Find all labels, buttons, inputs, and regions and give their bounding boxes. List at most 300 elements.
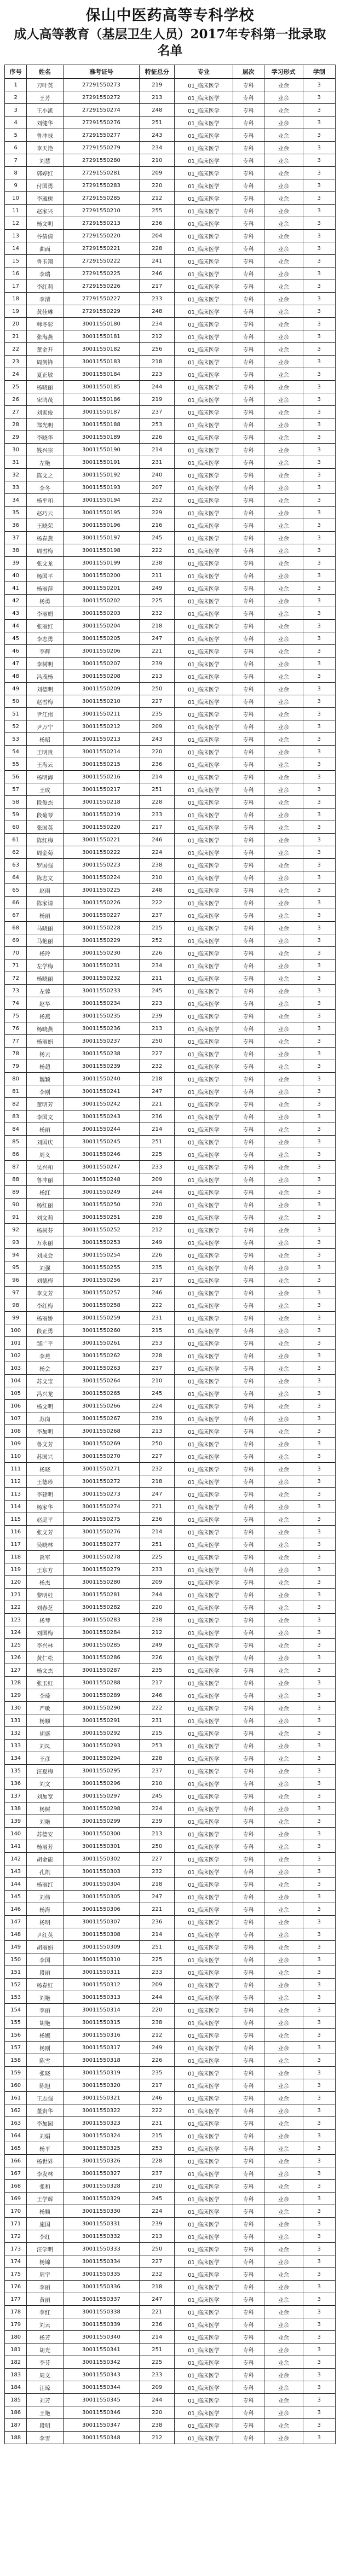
cell-name: 黎明桂 [27, 1589, 63, 1601]
cell-major: 01_临床医学 [175, 897, 233, 909]
cell-major: 01_临床医学 [175, 1161, 233, 1173]
cell-level: 专科 [233, 1312, 264, 1324]
cell-level: 专科 [233, 532, 264, 544]
cell-level: 专科 [233, 1488, 264, 1501]
cell-serial: 32 [5, 469, 27, 481]
cell-serial: 6 [5, 142, 27, 154]
cell-exam-number: 30011550180 [63, 318, 140, 330]
cell-exam-number: 30011550188 [63, 418, 140, 431]
cell-level: 专科 [233, 2406, 264, 2419]
cell-exam-number: 30011550333 [63, 2243, 140, 2255]
cell-duration: 3 [303, 2381, 335, 2394]
cell-level: 专科 [233, 1387, 264, 1400]
cell-total-score: 220 [140, 746, 175, 758]
cell-exam-number: 30011550301 [63, 1840, 140, 1853]
cell-exam-number: 30011550282 [63, 1601, 140, 1614]
cell-duration: 3 [303, 1224, 335, 1236]
cell-total-score: 233 [140, 293, 175, 305]
cell-name: 李红梅 [27, 1299, 63, 1312]
cell-serial: 40 [5, 569, 27, 582]
cell-level: 专科 [233, 1337, 264, 1350]
cell-major: 01_临床医学 [175, 406, 233, 418]
cell-total-score: 213 [140, 2230, 175, 2243]
cell-name: 刘云 [27, 2318, 63, 2331]
table-row [5, 1689, 336, 1702]
cell-duration: 3 [303, 607, 335, 620]
cell-total-score: 225 [140, 2356, 175, 2369]
table-row [5, 1387, 336, 1400]
cell-name: 李红莉 [27, 280, 63, 293]
cell-level: 专科 [233, 1526, 264, 1538]
cell-serial: 156 [5, 2029, 27, 2042]
cell-name: 张晓 [27, 2067, 63, 2079]
cell-study-mode: 业余 [264, 1186, 303, 1199]
cell-level: 专科 [233, 632, 264, 645]
cell-study-mode: 业余 [264, 393, 303, 406]
cell-major: 01_临床医学 [175, 909, 233, 922]
cell-level: 专科 [233, 2218, 264, 2230]
cell-level: 专科 [233, 2004, 264, 2016]
cell-total-score: 227 [140, 1450, 175, 1463]
cell-name: 王晓荣 [27, 519, 63, 532]
cell-total-score: 252 [140, 494, 175, 507]
cell-major: 01_临床医学 [175, 2155, 233, 2167]
cell-exam-number: 30011550346 [63, 2406, 140, 2419]
cell-duration: 3 [303, 1199, 335, 1211]
cell-duration: 3 [303, 720, 335, 733]
cell-major: 01_临床医学 [175, 293, 233, 305]
cell-exam-number: 30011550191 [63, 456, 140, 469]
cell-total-score: 233 [140, 809, 175, 821]
cell-exam-number: 30011550242 [63, 1098, 140, 1110]
cell-study-mode: 业余 [264, 293, 303, 305]
table-row [5, 1777, 336, 1790]
cell-duration: 3 [303, 1601, 335, 1614]
cell-level: 专科 [233, 2318, 264, 2331]
table-row [5, 456, 336, 469]
cell-study-mode: 业余 [264, 746, 303, 758]
cell-name: 李清 [27, 293, 63, 305]
table-row [5, 720, 336, 733]
cell-level: 专科 [233, 1865, 264, 1878]
cell-total-score: 246 [140, 1287, 175, 1299]
cell-exam-number: 30011550288 [63, 1677, 140, 1689]
cell-duration: 3 [303, 1136, 335, 1148]
cell-level: 专科 [233, 1551, 264, 1563]
cell-name: 杨云 [27, 1048, 63, 1060]
cell-total-score: 221 [140, 1903, 175, 1916]
cell-study-mode: 业余 [264, 1501, 303, 1513]
cell-serial: 177 [5, 2293, 27, 2306]
cell-major: 01_临床医学 [175, 1891, 233, 1903]
table-row [5, 1375, 336, 1387]
cell-study-mode: 业余 [264, 1538, 303, 1551]
cell-serial: 13 [5, 230, 27, 242]
cell-serial: 183 [5, 2369, 27, 2381]
cell-level: 专科 [233, 1626, 264, 1639]
cell-serial: 98 [5, 1299, 27, 1312]
cell-major: 01_临床医学 [175, 255, 233, 268]
cell-serial: 92 [5, 1224, 27, 1236]
cell-name: 王成 [27, 783, 63, 796]
cell-name: 杨国平 [27, 569, 63, 582]
cell-study-mode: 业余 [264, 2281, 303, 2293]
cell-name: 左艳 [27, 456, 63, 469]
cell-serial: 112 [5, 1475, 27, 1488]
table-row [5, 1287, 336, 1299]
cell-exam-number: 30011550195 [63, 507, 140, 519]
cell-serial: 46 [5, 645, 27, 658]
cell-exam-number: 30011550337 [63, 2293, 140, 2306]
cell-exam-number: 30011550184 [63, 368, 140, 381]
cell-major: 01_临床医学 [175, 771, 233, 783]
cell-major: 01_临床医学 [175, 2331, 233, 2344]
cell-total-score: 251 [140, 2344, 175, 2356]
table-row [5, 1022, 336, 1035]
cell-name: 段丽 [27, 1966, 63, 1979]
cell-duration: 3 [303, 1941, 335, 1953]
cell-level: 专科 [233, 557, 264, 569]
cell-study-mode: 业余 [264, 494, 303, 507]
cell-exam-number: 30011550302 [63, 1853, 140, 1865]
cell-study-mode: 业余 [264, 1928, 303, 1941]
cell-study-mode: 业余 [264, 1400, 303, 1412]
cell-total-score: 231 [140, 1714, 175, 1727]
cell-name: 王东方 [27, 1563, 63, 1576]
table-row [5, 1966, 336, 1979]
cell-level: 专科 [233, 733, 264, 746]
cell-duration: 3 [303, 1953, 335, 1966]
table-row [5, 2356, 336, 2369]
cell-major: 01_临床医学 [175, 1224, 233, 1236]
cell-total-score: 241 [140, 255, 175, 268]
cell-study-mode: 业余 [264, 871, 303, 884]
cell-level: 专科 [233, 481, 264, 494]
cell-major: 01_临床医学 [175, 418, 233, 431]
cell-total-score: 226 [140, 947, 175, 960]
cell-exam-number: 30011550239 [63, 1060, 140, 1073]
cell-total-score: 235 [140, 1261, 175, 1274]
cell-major: 01_临床医学 [175, 658, 233, 670]
table-row [5, 418, 336, 431]
table-row [5, 305, 336, 318]
cell-serial: 146 [5, 1903, 27, 1916]
cell-name: 施国 [27, 2218, 63, 2230]
cell-name: 左蓉 [27, 985, 63, 997]
cell-serial: 23 [5, 356, 27, 368]
cell-study-mode: 业余 [264, 1702, 303, 1714]
cell-major: 01_临床医学 [175, 695, 233, 708]
cell-exam-number: 27291550280 [63, 154, 140, 167]
cell-duration: 3 [303, 1173, 335, 1186]
cell-level: 专科 [233, 1161, 264, 1173]
cell-name: 鲁玉翔 [27, 255, 63, 268]
cell-major: 01_临床医学 [175, 1727, 233, 1740]
cell-serial: 61 [5, 834, 27, 846]
cell-name: 杨红丽 [27, 1199, 63, 1211]
cell-study-mode: 业余 [264, 2218, 303, 2230]
cell-level: 专科 [233, 1274, 264, 1287]
cell-major: 01_临床医学 [175, 1614, 233, 1626]
cell-exam-number: 30011550181 [63, 330, 140, 343]
cell-study-mode: 业余 [264, 1425, 303, 1438]
cell-total-score: 238 [140, 557, 175, 569]
cell-major: 01_临床医学 [175, 2230, 233, 2243]
cell-major: 01_临床医学 [175, 2344, 233, 2356]
table-row [5, 1853, 336, 1865]
cell-serial: 81 [5, 1085, 27, 1098]
cell-duration: 3 [303, 2180, 335, 2193]
table-row [5, 2016, 336, 2029]
cell-study-mode: 业余 [264, 2180, 303, 2193]
cell-serial: 178 [5, 2306, 27, 2318]
cell-duration: 3 [303, 1274, 335, 1287]
cell-study-mode: 业余 [264, 1815, 303, 1828]
cell-name: 杨勇 [27, 595, 63, 607]
cell-major: 01_临床医学 [175, 544, 233, 557]
cell-duration: 3 [303, 1979, 335, 1991]
cell-level: 专科 [233, 1073, 264, 1085]
cell-name: 周雪梅 [27, 544, 63, 557]
cell-duration: 3 [303, 2406, 335, 2419]
cell-study-mode: 业余 [264, 1085, 303, 1098]
cell-major: 01_临床医学 [175, 1010, 233, 1022]
cell-level: 专科 [233, 2293, 264, 2306]
table-row [5, 620, 336, 632]
cell-major: 01_临床医学 [175, 1828, 233, 1840]
cell-name: 杨红 [27, 1186, 63, 1199]
cell-total-score: 222 [140, 1299, 175, 1312]
cell-major: 01_临床医学 [175, 2394, 233, 2406]
cell-serial: 47 [5, 658, 27, 670]
cell-exam-number: 30011550323 [63, 2117, 140, 2130]
cell-level: 专科 [233, 280, 264, 293]
cell-duration: 3 [303, 2293, 335, 2306]
cell-duration: 3 [303, 2117, 335, 2130]
cell-serial: 86 [5, 1148, 27, 1161]
cell-exam-number: 30011550299 [63, 1815, 140, 1828]
table-row [5, 507, 336, 519]
cell-duration: 3 [303, 1966, 335, 1979]
table-row [5, 821, 336, 834]
cell-exam-number: 30011550213 [63, 733, 140, 746]
cell-serial: 74 [5, 997, 27, 1010]
cell-exam-number: 30011550221 [63, 834, 140, 846]
table-row [5, 569, 336, 582]
cell-level: 专科 [233, 1060, 264, 1073]
cell-exam-number: 27291550281 [63, 167, 140, 179]
cell-duration: 3 [303, 217, 335, 230]
cell-duration: 3 [303, 985, 335, 997]
cell-duration: 3 [303, 1249, 335, 1261]
cell-exam-number: 30011550249 [63, 1186, 140, 1199]
cell-total-score: 244 [140, 381, 175, 393]
cell-name: 杨晓丽 [27, 381, 63, 393]
cell-serial: 73 [5, 985, 27, 997]
cell-study-mode: 业余 [264, 1450, 303, 1463]
cell-major: 01_临床医学 [175, 1123, 233, 1136]
cell-total-score: 249 [140, 582, 175, 595]
cell-exam-number: 30011550265 [63, 1387, 140, 1400]
cell-serial: 138 [5, 1802, 27, 1815]
cell-level: 专科 [233, 997, 264, 1010]
cell-study-mode: 业余 [264, 544, 303, 557]
cell-level: 专科 [233, 1702, 264, 1714]
cell-study-mode: 业余 [264, 217, 303, 230]
cell-name: 严敏 [27, 1702, 63, 1714]
cell-total-score: 210 [140, 2180, 175, 2193]
cell-name: 杨晓燕 [27, 1022, 63, 1035]
table-row [5, 1110, 336, 1123]
cell-serial: 27 [5, 406, 27, 418]
cell-exam-number: 30011550348 [63, 2432, 140, 2444]
cell-study-mode: 业余 [264, 960, 303, 972]
cell-major: 01_临床医学 [175, 1639, 233, 1652]
cell-level: 专科 [233, 1790, 264, 1802]
cell-study-mode: 业余 [264, 1953, 303, 1966]
cell-name: 汪学明 [27, 2243, 63, 2255]
cell-duration: 3 [303, 79, 335, 91]
cell-major: 01_临床医学 [175, 368, 233, 381]
cell-study-mode: 业余 [264, 1211, 303, 1224]
cell-name: 张丽红 [27, 620, 63, 632]
table-row [5, 859, 336, 871]
table-row [5, 104, 336, 117]
cell-duration: 3 [303, 632, 335, 645]
cell-name: 苏岗 [27, 1412, 63, 1425]
cell-major: 01_临床医学 [175, 557, 233, 569]
cell-study-mode: 业余 [264, 2142, 303, 2155]
cell-study-mode: 业余 [264, 2268, 303, 2281]
cell-name: 苏文宝 [27, 1375, 63, 1387]
cell-exam-number: 30011550196 [63, 519, 140, 532]
cell-total-score: 224 [140, 846, 175, 859]
cell-total-score: 227 [140, 695, 175, 708]
cell-total-score: 255 [140, 205, 175, 217]
cell-study-mode: 业余 [264, 1475, 303, 1488]
table-row [5, 771, 336, 783]
cell-total-score: 213 [140, 1022, 175, 1035]
cell-serial: 186 [5, 2406, 27, 2419]
cell-study-mode: 业余 [264, 1161, 303, 1173]
cell-name: 李刚 [27, 1085, 63, 1098]
cell-serial: 66 [5, 897, 27, 909]
cell-total-score: 239 [140, 1010, 175, 1022]
header-exam-number: 准考证号 [63, 65, 140, 79]
cell-exam-number: 30011550189 [63, 431, 140, 444]
cell-name: 李琦 [27, 1689, 63, 1702]
cell-name: 刘家俊 [27, 406, 63, 418]
cell-exam-number: 30011550296 [63, 1777, 140, 1790]
cell-exam-number: 30011550303 [63, 1865, 140, 1878]
cell-duration: 3 [303, 1400, 335, 1412]
cell-major: 01_临床医学 [175, 645, 233, 658]
cell-study-mode: 业余 [264, 1828, 303, 1840]
cell-name: 刘强 [27, 1261, 63, 1274]
cell-name: 刘德梅 [27, 1274, 63, 1287]
cell-serial: 12 [5, 217, 27, 230]
cell-study-mode: 业余 [264, 1714, 303, 1727]
table-row [5, 1891, 336, 1903]
cell-name: 赵家兴 [27, 205, 63, 217]
cell-exam-number: 30011550252 [63, 1224, 140, 1236]
cell-exam-number: 30011550327 [63, 2167, 140, 2180]
cell-study-mode: 业余 [264, 2104, 303, 2117]
cell-name: 杨文杰 [27, 1664, 63, 1677]
cell-study-mode: 业余 [264, 1362, 303, 1375]
document-title: 保山中医药高等专科学校 [85, 7, 255, 24]
cell-major: 01_临床医学 [175, 2092, 233, 2104]
cell-major: 01_临床医学 [175, 1035, 233, 1048]
cell-serial: 150 [5, 1953, 27, 1966]
cell-name: 杨丽萍 [27, 582, 63, 595]
cell-name: 韩冬彩 [27, 318, 63, 330]
cell-exam-number: 30011550193 [63, 481, 140, 494]
cell-major: 01_临床医学 [175, 1916, 233, 1928]
cell-duration: 3 [303, 456, 335, 469]
cell-name: 黄仁松 [27, 1652, 63, 1664]
cell-duration: 3 [303, 1236, 335, 1249]
cell-exam-number: 30011550216 [63, 771, 140, 783]
cell-serial: 96 [5, 1274, 27, 1287]
cell-serial: 117 [5, 1538, 27, 1551]
cell-exam-number: 30011550336 [63, 2281, 140, 2293]
cell-study-mode: 业余 [264, 1777, 303, 1790]
cell-level: 专科 [233, 720, 264, 733]
cell-total-score: 232 [140, 2268, 175, 2281]
cell-serial: 10 [5, 192, 27, 205]
cell-level: 专科 [233, 658, 264, 670]
cell-major: 01_临床医学 [175, 1953, 233, 1966]
cell-level: 专科 [233, 595, 264, 607]
cell-total-score: 236 [140, 1110, 175, 1123]
cell-major: 01_临床医学 [175, 934, 233, 947]
table-row [5, 1475, 336, 1488]
cell-name: 马晓丽 [27, 922, 63, 934]
cell-level: 专科 [233, 456, 264, 469]
cell-name: 刘慧 [27, 154, 63, 167]
cell-duration: 3 [303, 1551, 335, 1563]
cell-major: 01_临床医学 [175, 1450, 233, 1463]
cell-total-score: 235 [140, 1664, 175, 1677]
cell-exam-number: 30011550183 [63, 356, 140, 368]
cell-study-mode: 业余 [264, 1589, 303, 1601]
cell-total-score: 234 [140, 318, 175, 330]
cell-serial: 84 [5, 1123, 27, 1136]
cell-exam-number: 30011550206 [63, 645, 140, 658]
cell-name: 杨晓 [27, 1463, 63, 1475]
cell-level: 专科 [233, 846, 264, 859]
cell-serial: 1 [5, 79, 27, 91]
cell-level: 专科 [233, 1714, 264, 1727]
cell-serial: 145 [5, 1891, 27, 1903]
cell-name: 刘文莉 [27, 1211, 63, 1224]
cell-major: 01_临床医学 [175, 1073, 233, 1085]
cell-exam-number: 30011550310 [63, 1953, 140, 1966]
cell-total-score: 248 [140, 104, 175, 117]
cell-study-mode: 业余 [264, 1677, 303, 1689]
cell-name: 杨明海 [27, 771, 63, 783]
table-row [5, 142, 336, 154]
cell-total-score: 246 [140, 2092, 175, 2104]
cell-exam-number: 30011550230 [63, 947, 140, 960]
cell-level: 专科 [233, 1639, 264, 1652]
cell-duration: 3 [303, 1626, 335, 1639]
cell-serial: 54 [5, 746, 27, 758]
cell-major: 01_临床医学 [175, 683, 233, 695]
cell-total-score: 220 [140, 179, 175, 192]
cell-duration: 3 [303, 1702, 335, 1714]
